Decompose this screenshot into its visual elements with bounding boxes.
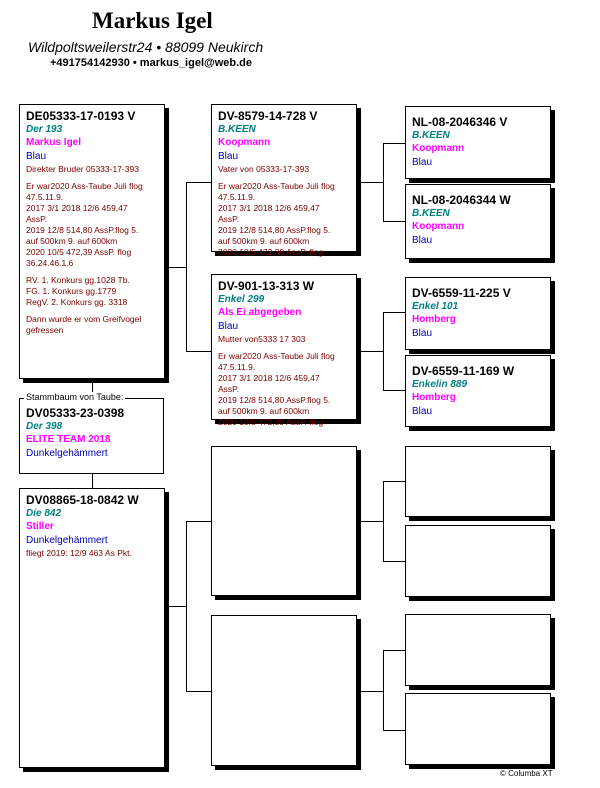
connector-line — [357, 182, 383, 183]
ring-number: DV-6559-11-169 W — [412, 364, 515, 378]
connector-line — [383, 481, 384, 561]
empty-pedigree-card[interactable] — [405, 525, 551, 597]
pigeon-info: Mutter von5333 17 303 — [218, 334, 306, 344]
pigeon-color: Blau — [412, 157, 433, 168]
pigeon-owner: Koopmann — [218, 137, 271, 148]
pigeon-owner: Koopmann — [412, 221, 465, 232]
pigeon-name: Enkel 101 — [412, 301, 459, 312]
pigeon-owner: ELITE TEAM 2018 — [26, 434, 111, 445]
subject-card[interactable] — [19, 392, 164, 474]
pigeon-name: B.KEEN — [218, 124, 256, 135]
empty-pedigree-card[interactable] — [405, 693, 551, 765]
owner-contact: +491754142930 • markus_igel@web.de — [50, 57, 253, 69]
pigeon-name: B.KEEN — [412, 130, 450, 141]
great-grandparent-card[interactable] — [405, 106, 551, 179]
pigeon-color: Blau — [412, 235, 433, 246]
great-grandparent-card[interactable] — [405, 355, 551, 427]
connector-line — [186, 691, 211, 692]
ring-number: NL-08-2046344 W — [412, 193, 511, 207]
pigeon-owner: Koopmann — [412, 143, 465, 154]
connector-line — [186, 182, 211, 183]
pigeon-owner: Homberg — [412, 314, 456, 325]
pigeon-color: Dunkelgehämmert — [26, 448, 108, 459]
connector-line — [383, 221, 405, 222]
connector-line — [383, 143, 405, 144]
connector-line — [166, 606, 186, 607]
connector-line — [357, 351, 383, 352]
page-title: Markus Igel — [92, 8, 213, 33]
pigeon-name: Der 398 — [26, 421, 63, 432]
pigeon-name: Der 193 — [26, 124, 63, 135]
pigeon-color: Blau — [218, 321, 239, 332]
connector-line — [166, 267, 186, 268]
owner-address: Wildpoltsweilerstr24 • 88099 Neukirch — [28, 39, 264, 55]
pigeon-info: Dann wurde er vom Greifvogel gefressen — [26, 314, 142, 335]
connector-line — [383, 390, 405, 391]
ring-number: NL-08-2046346 V — [412, 115, 508, 129]
connector-line — [383, 481, 405, 482]
connector-line — [383, 143, 384, 221]
ring-number: DV08865-18-0842 W — [26, 493, 139, 507]
ring-number: DV-6559-11-225 V — [412, 286, 511, 300]
connector-line — [186, 351, 211, 352]
connector-line — [383, 650, 405, 651]
great-grandparent-card[interactable] — [405, 277, 551, 350]
empty-pedigree-card[interactable] — [405, 614, 551, 686]
connector-line — [186, 521, 211, 522]
connector-line — [383, 312, 405, 313]
connector-line — [186, 521, 187, 691]
pigeon-info: Vater von 05333-17-393 — [218, 164, 310, 174]
pigeon-info: Er war2020 Ass-Taube Juli flog 47.5.11.9. 2017 3/1 2018 12/6 459,47 AssP. 2019 12/8 514,80 AssP.flog 5. auf 500km 9. auf 600km 2020 10/5 472,39 AssP. flog — [218, 181, 335, 257]
pigeon-color: Blau — [412, 406, 433, 417]
connector-line — [186, 182, 187, 351]
pigeon-color: Blau — [412, 328, 433, 339]
connector-line — [383, 650, 384, 730]
connector-line — [92, 474, 93, 488]
pigeon-name: Die 842 — [26, 508, 62, 519]
pigeon-name: Enkelin 889 — [412, 379, 468, 390]
footer-credit: © Columba XT — [500, 769, 553, 778]
pigeon-owner: Als Ei abgegeben — [218, 307, 302, 318]
connector-line — [357, 691, 383, 692]
pigeon-color: Blau — [26, 151, 47, 162]
pigeon-info: Direkter Bruder 05333-17-393 — [26, 164, 139, 174]
pigeon-info: fliegt 2019: 12/9 463 As Pkt. — [26, 548, 132, 558]
ring-number: DV-8579-14-728 V — [218, 109, 318, 123]
pigeon-owner: Markus Igel — [26, 137, 82, 148]
pigeon-owner: Stiller — [26, 521, 54, 532]
pigeon-info: Er war2020 Ass-Taube Juli flog 47.5.11.9. 2017 3/1 2018 12/6 459,47 AssP. 2019 12/8 514,80 AssP.flog 5. auf 500km 9. auf 600km 2020 10/5 472,39 AssP. flog — [218, 351, 335, 427]
great-grandparent-card[interactable] — [405, 184, 551, 259]
ring-number: DV05333-23-0398 — [26, 406, 125, 420]
grandfather-paternal-card[interactable] — [211, 104, 357, 257]
ring-number: DV-901-13-313 W — [218, 279, 315, 293]
empty-pedigree-card[interactable] — [211, 615, 357, 766]
connector-line — [383, 561, 405, 562]
pigeon-name: B.KEEN — [412, 208, 450, 219]
pigeon-color: Blau — [218, 151, 239, 162]
mother-card[interactable] — [19, 488, 165, 768]
connector-line — [383, 730, 405, 731]
pigeon-info: Er war2020 Ass-Taube Juli flog 47.5.11.9. 2017 3/1 2018 12/6 459,47 AssP. 2019 12/8 514,80 AssP.flog 5. auf 500km 9. auf 600km 2020 10/5 472,39 AssP. flog 36.24.46.1.6 — [26, 181, 143, 268]
pigeon-color: Dunkelgehämmert — [26, 535, 108, 546]
subject-label: Stammbaum von Taube: — [26, 392, 124, 402]
ring-number: DE05333-17-0193 V — [26, 109, 136, 123]
father-card[interactable] — [19, 104, 165, 379]
pigeon-owner: Homberg — [412, 392, 456, 403]
empty-pedigree-card[interactable] — [211, 446, 357, 596]
connector-line — [383, 312, 384, 390]
pigeon-name: Enkel 299 — [218, 294, 265, 305]
pigeon-info: RV. 1. Konkurs gg.1028 Tb. FG. 1. Konkurs gg.1779 RegV. 2. Konkurs gg. 3318 — [26, 275, 130, 307]
connector-line — [357, 521, 383, 522]
grandmother-paternal-card[interactable] — [211, 274, 357, 427]
empty-pedigree-card[interactable] — [405, 446, 551, 517]
